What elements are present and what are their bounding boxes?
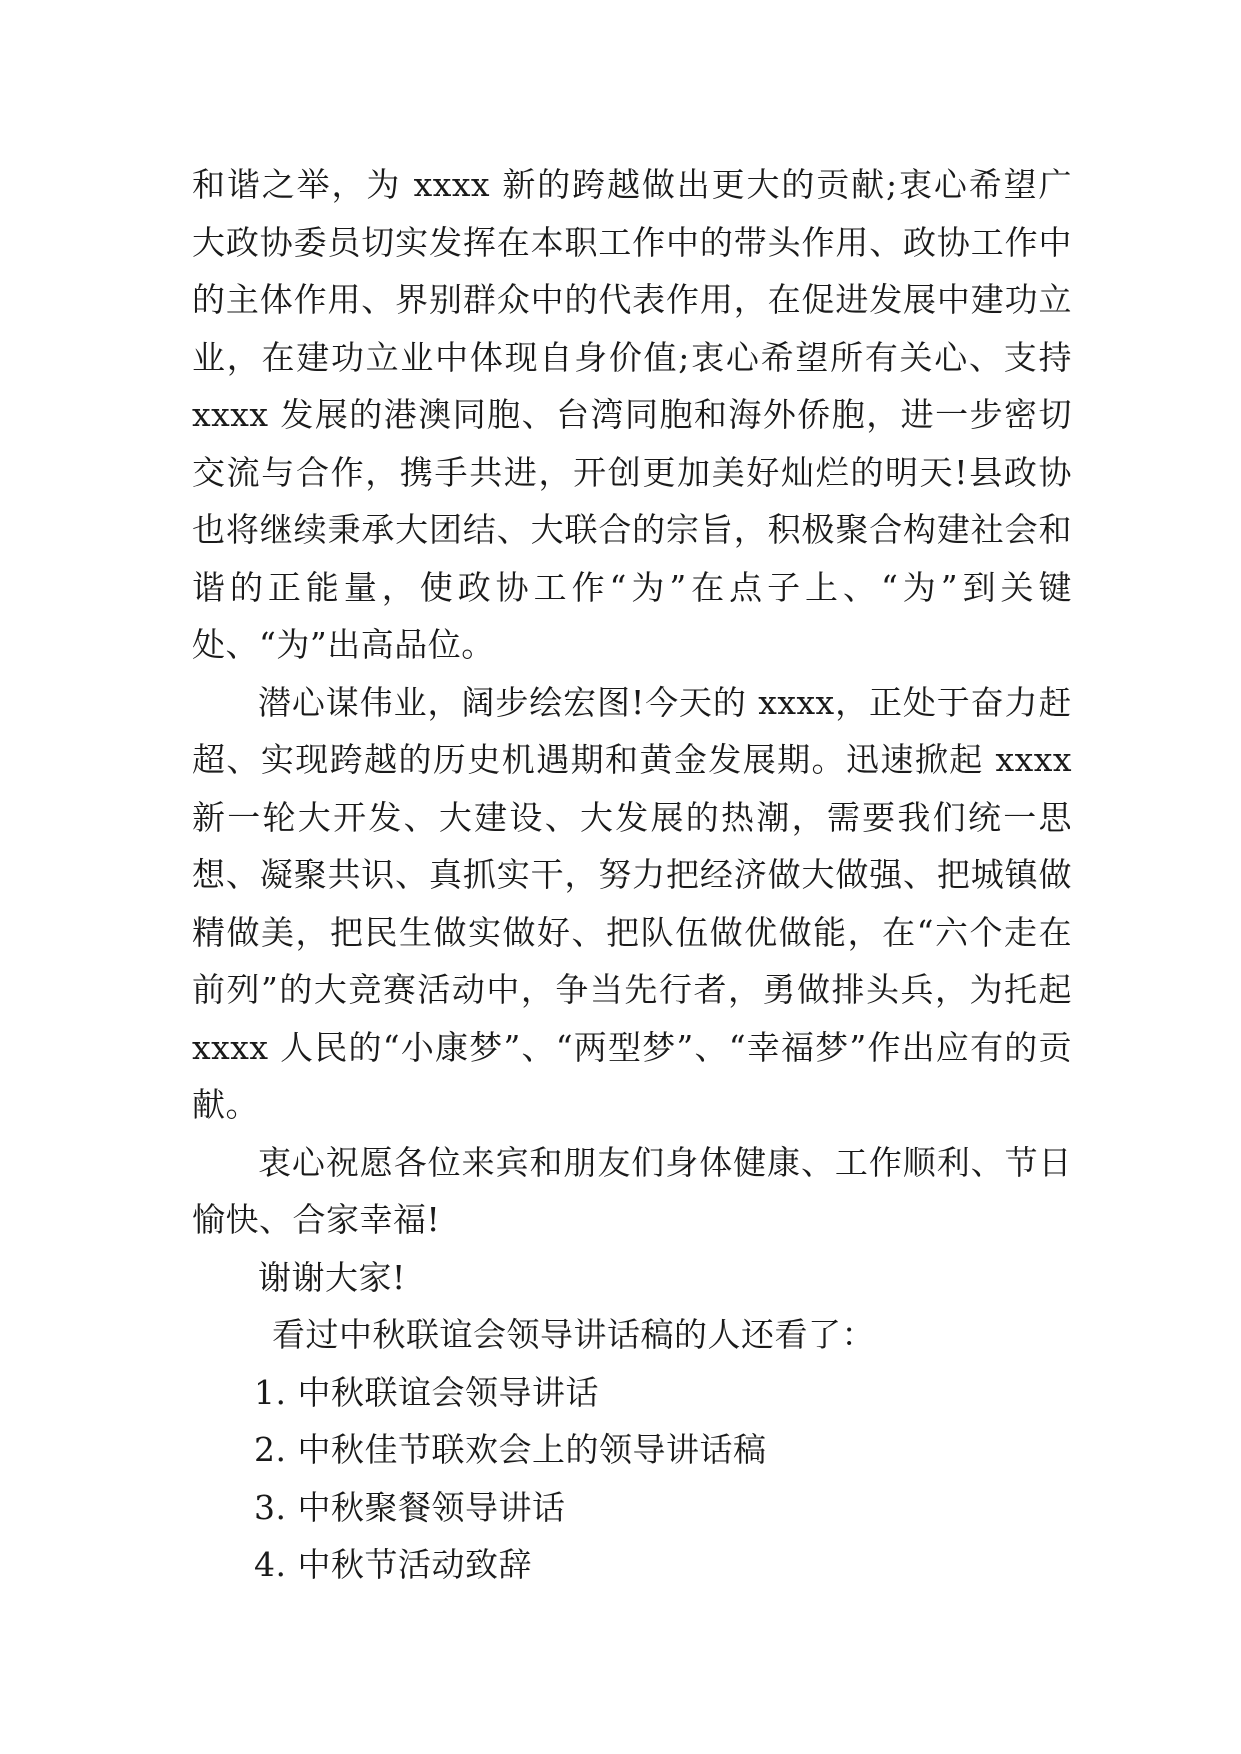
paragraph-3: 衷心祝愿各位来宾和朋友们身体健康、工作顺利、节日愉快、合家幸福! [192, 1142, 1072, 1239]
related-article-link[interactable]: 1. 中秋联谊会领导讲话 [254, 1372, 599, 1412]
paragraph-2: 潜心谋伟业，阔步绘宏图!今天的 xxxx，正处于奋力赶超、实现跨越的历史机遇期和黄金发展期。迅速掀起 xxxx 新一轮大开发、大建设、大发展的热潮，需要我们统一思想、凝聚共识、真抓实干，努力把经济做大做强、把城镇做精做美，把民生做实做好、把队伍做优做能，在“六个走在前列”的大竞赛活动中，争当先行者，勇做排头兵，为托起 xxxx 人民的“小康梦”、“两型梦”、“幸福梦”作出应有的贡献。 [192, 682, 1072, 1124]
related-article-link[interactable]: 3. 中秋聚餐领导讲话 [254, 1487, 566, 1527]
related-article-link[interactable]: 4. 中秋节活动致辞 [254, 1545, 532, 1584]
paragraph-4: 谢谢大家! [258, 1257, 406, 1297]
paragraph-1: 和谐之举，为 xxxx 新的跨越做出更大的贡献;衷心希望广大政协委员切实发挥在本职工作中的带头作用、政协工作中的主体作用、界别群众中的代表作用，在促进发展中建功立业，在建功立业中体现自身价值;衷心希望所有关心、支持 xxxx 发展的港澳同胞、台湾同胞和海外侨胞，进一步密切交流与合作，携手共进，开创更加美好灿烂的明天!县政协也将继续秉承大团结、大联合的宗旨，积极聚合构建社会和谐的正能量，使政协工作“为”在点子上、“为”到关键处、“为”出高品位。 [192, 165, 1072, 664]
related-articles-title: 看过中秋联谊会领导讲话稿的人还看了： [272, 1315, 875, 1354]
related-article-link[interactable]: 2. 中秋佳节联欢会上的领导讲话稿 [254, 1430, 767, 1469]
document-body [192, 156, 1072, 1594]
